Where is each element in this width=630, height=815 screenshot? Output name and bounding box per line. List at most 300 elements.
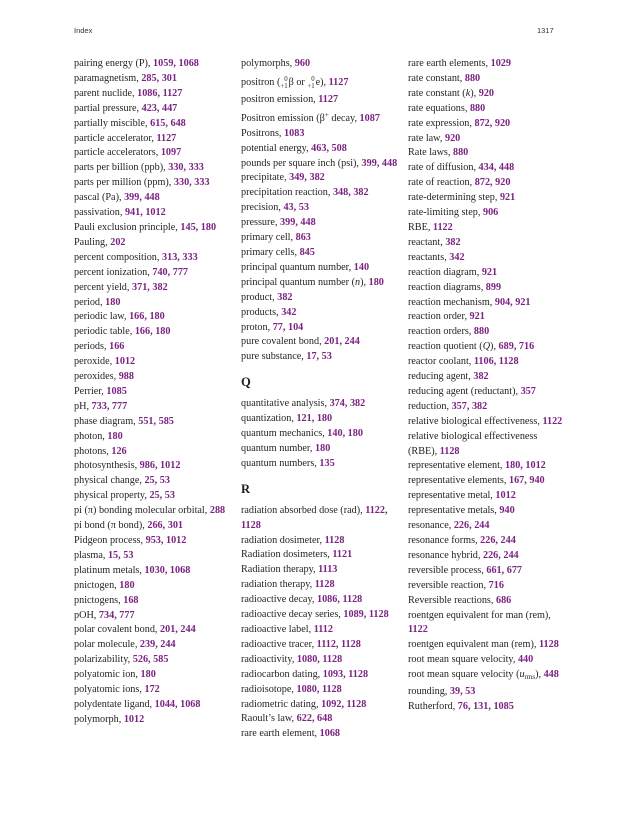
page-refs: 382 [445,236,461,248]
page-refs: 921 [499,192,516,204]
page-refs: 1080, 1128 [296,683,342,695]
entry-term: representative metals, [408,505,500,517]
page-refs: 226, 244 [482,549,519,561]
entry-term: quantum numbers, [241,457,320,469]
index-entry [74,415,234,430]
index-entry [241,548,401,563]
entry-term: reaction quotient ( [408,341,483,353]
index-entry [241,216,401,231]
index-entry [408,206,568,221]
index-entry [74,400,234,415]
entry-term: particle accelerators, [74,147,161,159]
page-refs: 1086, 1127 [137,87,183,99]
entry-term: principal quantum number ( [241,276,356,288]
index-entry [74,325,234,340]
entry-term: parts per million (ppm), [74,177,174,189]
index-entry [241,442,401,457]
entry-term: polyatomic ion, [74,669,141,681]
entry-term: rate constant, [408,72,465,84]
index-entry [74,385,234,400]
page-refs: 1012 [123,713,145,725]
entry-term: polar covalent bond, [74,624,161,636]
index-entry [74,206,234,221]
page-refs: 921 [481,266,498,278]
index-entry [74,161,234,176]
page-refs: 986, 1012 [139,460,181,472]
page-refs: 615, 648 [150,117,186,129]
page-refs: 330, 333 [168,162,204,174]
index-entry [408,176,568,191]
entry-term: potential energy, [241,142,312,154]
index-entry [241,578,401,593]
page-refs: 25, 53 [149,490,175,502]
index-entry [74,609,234,624]
index-entry [241,261,401,276]
page-refs: 526, 585 [132,654,169,666]
page-refs: 988 [118,371,134,383]
page-refs: 76, 131, 1085 [457,700,514,712]
entry-term: root mean square velocity ( [408,669,520,681]
entry-term: product, [241,291,278,303]
index-entry [74,534,234,549]
italic-symbol: n [355,276,361,288]
entry-term: radiation absorbed dose (rad), [241,504,366,516]
entry-term: radioactive decay, [241,594,317,606]
index-entry [74,72,234,87]
entry-term: Positrons, [241,127,285,139]
index-entry [408,534,568,549]
entry-term: pi (π) bonding molecular orbital, [74,505,210,517]
page-refs: 1128 [314,579,335,591]
page-refs: 180 [140,669,156,681]
page-number: 1317 [537,26,554,35]
index-entry [241,93,401,108]
index-entry [408,161,568,176]
index-entry [241,563,401,578]
superscript: + [324,110,329,119]
entry-term: Raoult’s law, [241,713,297,725]
running-header-title: Index [74,26,93,35]
entry-term: proton, [241,321,273,333]
index-entry [408,325,568,340]
page-refs: 863 [295,232,311,244]
entry-term: peroxides, [74,371,119,383]
entry-term: ), [470,87,479,99]
entry-term: physical property, [74,490,150,502]
entry-term: resonance, [408,520,454,532]
index-entry [241,668,401,683]
page-refs: 1112, 1128 [316,638,361,650]
entry-term: positron [241,76,277,88]
index-entry [74,355,234,370]
page-refs: 1093, 1128 [322,668,369,680]
index-entry [74,653,234,668]
entry-term: photosynthesis, [74,460,140,472]
entry-term: Pauling, [74,236,111,248]
entry-term: rate of reaction, [408,177,475,189]
index-entry [408,430,568,460]
entry-term: radioisotope, [241,683,297,695]
page-refs: 1122 [432,221,453,233]
index-entry [241,57,401,72]
page-refs: 180 [315,442,331,454]
index-entry [408,519,568,534]
entry-term: photons, [74,445,112,457]
entry-term: Rutherford, [408,700,458,712]
entry-term: rate-limiting step, [408,207,483,219]
index-entry [408,57,568,72]
index-entry [74,87,234,102]
index-entry [74,564,234,579]
page-refs: 166 [109,341,125,353]
page-refs: 77, 104 [272,321,304,333]
page-refs: 1128 [538,639,559,651]
page-refs: 1128 [439,445,460,457]
italic-symbol: Q [482,341,491,353]
entry-term: Pidgeon process, [74,535,146,546]
page-refs: 202 [110,236,126,248]
index-entry [241,201,401,216]
entry-term: passivation, [74,207,125,219]
index-entry [241,142,401,157]
page-refs: 880 [473,326,490,338]
page-refs: 1121 [332,549,353,561]
index-entry [74,132,234,147]
entry-term: percent ionization, [74,266,153,278]
entry-term: reversible process, [408,564,487,576]
entry-term: radiation therapy, [241,579,315,591]
entry-term: reaction orders, [408,326,474,338]
entry-term: periodic law, [74,311,130,323]
index-entry [74,668,234,683]
index-entry [241,593,401,608]
index-entry [241,276,401,291]
index-entry [74,340,234,355]
index-entry [408,400,568,415]
index-entry [241,623,401,638]
entry-term: pi bond (π bond), [74,520,148,532]
page-refs: 872, 920 [474,177,511,189]
entry-term: rate constant ( [408,87,466,99]
page-refs: 622, 648 [296,713,333,725]
index-entry [74,191,234,206]
page-refs: 349, 382 [289,172,325,184]
index-entry [241,321,401,336]
page-refs: 1122 [408,624,428,636]
entry-term: pOH, [74,609,99,621]
index-entry [241,306,401,321]
page-refs: 285, 301 [141,72,177,84]
page-refs: 1083 [284,127,305,139]
page-refs: 953, 1012 [145,535,187,546]
entry-term: partially miscible, [74,117,151,129]
entry-term: period, [74,296,106,308]
index-entry [408,191,568,206]
index-entry [241,231,401,246]
italic-symbol: u [519,669,525,681]
entry-term: representative element, [408,460,506,472]
entry-term: radioactive tracer, [241,638,317,650]
page-refs: 960 [294,58,311,69]
page-refs: 1128 [324,534,345,546]
index-entry [74,698,234,713]
index-entry [74,266,234,281]
index-entry [408,594,568,609]
page-refs: 288 [209,505,226,517]
page-refs: 463, 508 [311,142,347,154]
index-entry [74,221,234,236]
page-refs: 920 [478,87,495,99]
index-entry [74,579,234,594]
nuclide-notation [280,76,287,90]
entry-term: ), [320,76,329,88]
page-refs: 1029 [490,58,511,69]
index-entry [74,459,234,474]
page-refs: 1127 [156,132,177,144]
entry-term: polymorphs, [241,58,295,69]
index-entry [241,653,401,668]
entry-term: pnictogen, [74,579,120,591]
page-refs: 1122, 1128 [241,504,388,531]
entry-term: pH, [74,400,92,412]
page-refs: 121, 180 [296,413,333,425]
page-refs: 1012 [114,356,136,368]
entry-term: Radiation dosimeters, [241,549,333,561]
index-entry [74,489,234,504]
entry-term: products, [241,306,282,318]
page-refs: 733, 777 [91,400,128,412]
entry-term: peroxide, [74,356,115,368]
index-entry [408,72,568,87]
index-entry [408,549,568,564]
subscript: rms [524,673,536,682]
index-entry [408,281,568,296]
page-refs: 371, 382 [132,281,168,293]
entry-term: root mean square velocity, [408,654,518,666]
entry-term: pressure, [241,217,281,229]
index-entry [74,504,234,519]
entry-term: Radiation therapy, [241,564,319,576]
entry-term: percent composition, [74,251,162,263]
index-entry [408,87,568,102]
index-entry [408,700,568,715]
page-refs: 921 [469,311,485,323]
charge-number: +1 [307,82,315,90]
index-entry [74,310,234,325]
page-refs: 226, 244 [480,535,516,546]
page-refs: 357 [520,385,536,397]
index-entry [74,281,234,296]
entry-term: principal quantum number, [241,261,354,273]
page-refs: 551, 585 [138,415,174,427]
entry-term: rare earth element, [241,728,320,740]
index-entry [408,579,568,594]
entry-term: polyatomic ions, [74,684,145,696]
page-refs: 1112 [313,624,333,635]
page-refs: 180 [368,276,384,288]
entry-term: polarizability, [74,654,133,666]
page-refs: 941, 1012 [124,207,166,219]
entry-term: rate of diffusion, [408,162,479,174]
entry-term: parent nuclide, [74,87,138,99]
page-refs: 1086, 1128 [316,594,363,606]
entry-term: quantization, [241,413,297,425]
index-entry [408,370,568,385]
index-entry [408,117,568,132]
index-entry [408,638,568,653]
index-entry [241,727,401,742]
page-refs: 880 [464,72,481,84]
index-entry [241,534,401,549]
mass-number: 0 [284,75,288,83]
index-entry [74,594,234,609]
entry-term: quantum mechanics, [241,428,328,440]
entry-term: photon, [74,430,108,442]
index-entry [241,427,401,442]
page-refs: 382 [277,291,293,303]
index-entry [74,474,234,489]
entry-term: reducing agent, [408,371,474,383]
index-entry [241,608,401,623]
index-entry [74,146,234,161]
entry-term: Positron emission (β [241,112,325,124]
index-entry [74,102,234,117]
page-refs: 734, 777 [98,609,135,621]
entry-term: platinum metals, [74,564,145,576]
index-entry [408,236,568,251]
particle-symbol: β [288,76,294,88]
page-refs: 266, 301 [147,520,183,532]
page-refs: 1068 [319,728,340,740]
page-refs: 348, 382 [332,187,369,199]
index-entry [241,186,401,201]
entry-term: polymorph, [74,713,124,725]
index-entry [408,564,568,579]
page-refs: 126 [111,445,127,457]
index-entry [241,457,401,472]
entry-term: resonance hybrid, [408,549,483,561]
italic-symbol: k [465,87,471,99]
page-refs: 43, 53 [283,202,309,214]
index-entry [408,609,568,639]
index-column-3 [408,57,568,715]
index-entry [408,385,568,400]
index-entry [241,397,401,412]
page-refs: 357, 382 [451,400,488,412]
entry-term: percent yield, [74,281,132,293]
page-refs: 434, 448 [478,162,515,174]
page-refs: 201, 244 [160,624,196,636]
entry-term: reaction diagram, [408,266,482,278]
index-entry [241,412,401,427]
entry-term: periods, [74,341,110,353]
index-entry [408,221,568,236]
entry-term: primary cells, [241,246,300,258]
index-entry: positron ( 0 +1β or 0 +1e), 1127 [241,75,349,90]
entry-term: positron emission, [241,93,319,105]
entry-term: Rate laws, [408,147,453,159]
entry-term: reducing agent (reductant), [408,385,521,397]
entry-term: rate-determining step, [408,192,500,204]
page-refs: 239, 244 [139,639,176,651]
page-refs: 201, 244 [324,336,360,348]
entry-term: reaction order, [408,311,470,323]
index-entry [74,370,234,385]
page-refs: 1097 [160,147,182,159]
index-entry [241,157,401,172]
page-refs: 740, 777 [152,266,189,278]
entry-term: reaction diagrams, [408,281,486,293]
page-refs: 448 [543,669,559,681]
page-refs: 1127 [318,93,339,105]
entry-term: precision, [241,202,284,214]
entry-term: particle accelerator, [74,132,157,144]
entry-term: reaction mechanism, [408,296,495,308]
page-refs: 180 [105,296,121,308]
entry-term: paramagnetism, [74,72,142,84]
mass-number: 0 [311,75,315,83]
entry-term: quantum number, [241,442,316,454]
index-entry [408,266,568,281]
entry-term: precipitation reaction, [241,187,333,199]
entry-term: representative metal, [408,490,496,502]
entry-term: pure covalent bond, [241,336,325,348]
page-refs: 374, 382 [329,398,366,410]
page-refs: 880 [452,147,469,159]
index-entry [74,713,234,728]
page-refs: 330, 333 [173,177,210,189]
entry-term: rate equations, [408,102,470,114]
index-entry [408,340,568,355]
page-refs: 145, 180 [180,221,217,233]
index-entry [74,296,234,311]
page-refs: 423, 447 [141,102,178,114]
entry-term: pounds per square inch (psi), [241,157,362,169]
entry-term: physical change, [74,475,145,487]
page-refs: 313, 333 [162,251,198,263]
page-refs: 661, 677 [486,564,523,576]
page-refs: 899 [485,281,502,293]
entry-term: rare earth elements, [408,58,491,69]
page-refs: 25, 53 [144,475,170,487]
entry-term: reactor coolant, [408,356,474,368]
entry-term: radiometric dating, [241,698,322,710]
page-refs: 1092, 1128 [321,698,367,710]
entry-term: RBE, [408,221,433,233]
page-refs: 1030, 1068 [144,564,191,576]
index-entry [241,683,401,698]
entry-term: rounding, [408,686,450,698]
entry-term: radioactivity, [241,653,297,665]
page-refs: 17, 53 [306,351,332,363]
index-entry [241,698,401,713]
page-refs: 880 [469,102,486,114]
entry-term: reduction, [408,400,452,412]
charge-number: +1 [280,82,288,90]
page-refs: 1089, 1128 [343,609,389,621]
entry-term: or [293,76,308,88]
particle-symbol: e [315,76,321,88]
page-refs: 689, 716 [498,341,535,353]
entry-term: relative biological effectiveness (RBE), [408,430,538,457]
index-entry [408,459,568,474]
page-refs: 1087 [359,112,380,124]
section-letter: Q [241,375,251,390]
index-entry [74,445,234,460]
index-entry [74,117,234,132]
index-entry [408,355,568,370]
page-refs: 1012 [495,490,516,502]
